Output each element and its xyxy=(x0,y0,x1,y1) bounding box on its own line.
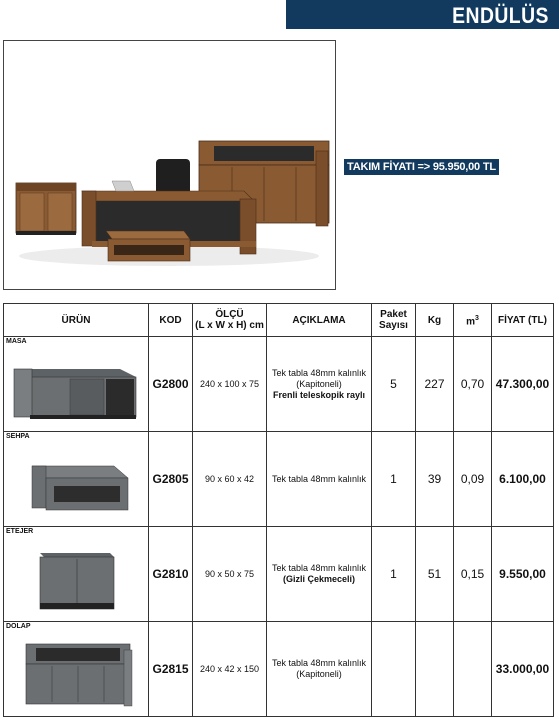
volume-m3: 0,09 xyxy=(454,432,492,527)
volume-m3 xyxy=(454,622,492,717)
product-cell xyxy=(4,527,149,622)
desk-image xyxy=(10,355,142,425)
weight-kg: 39 xyxy=(416,432,454,527)
col-m3-base: m xyxy=(466,316,475,328)
package-count xyxy=(372,622,416,717)
description-bold: (Gizli Çekmeceli) xyxy=(282,574,356,584)
product-size: 240 x 100 x 75 xyxy=(193,337,267,432)
col-size-line1: ÖLÇÜ xyxy=(215,309,244,320)
package-count: 1 xyxy=(372,527,416,622)
col-code: KOD xyxy=(149,304,193,337)
col-m3 xyxy=(454,304,492,337)
product-size: 90 x 60 x 42 xyxy=(193,432,267,527)
col-size xyxy=(193,304,267,337)
table-row xyxy=(4,432,554,527)
volume-m3: 0,15 xyxy=(454,527,492,622)
col-kg: Kg xyxy=(416,304,454,337)
product-description xyxy=(267,622,372,717)
package-count: 5 xyxy=(372,337,416,432)
cabinet-image xyxy=(10,545,142,615)
weight-kg: 227 xyxy=(416,337,454,432)
col-packages xyxy=(372,304,416,337)
table-row xyxy=(4,622,554,717)
product-price-table xyxy=(3,303,554,717)
product-size: 90 x 50 x 75 xyxy=(193,527,267,622)
price: 9.550,00 xyxy=(492,527,554,622)
product-size: 240 x 42 x 150 xyxy=(193,622,267,717)
product-code: G2815 xyxy=(149,622,193,717)
collection-title: ENDÜLÜS xyxy=(452,3,549,28)
description-bold: Frenli teleskopik raylı xyxy=(272,389,366,400)
coffee-table-image xyxy=(10,450,142,520)
product-description xyxy=(267,432,372,527)
office-set-illustration xyxy=(4,41,335,289)
description-text: Tek tabla 48mm kalınlık xyxy=(271,563,367,573)
col-packages-line1: Paket xyxy=(380,309,407,320)
product-description xyxy=(267,527,372,622)
description-text: Tek tabla 48mm kalınlık (Kapitoneli) xyxy=(271,658,367,679)
table-row xyxy=(4,337,554,432)
col-price: FİYAT (TL) xyxy=(492,304,554,337)
description-text: Tek tabla 48mm kalınlık xyxy=(271,473,367,484)
category-label: DOLAP xyxy=(6,623,31,630)
package-count: 1 xyxy=(372,432,416,527)
product-code: G2800 xyxy=(149,337,193,432)
category-label: MASA xyxy=(6,338,27,345)
category-label: SEHPA xyxy=(6,433,30,440)
price: 47.300,00 xyxy=(492,337,554,432)
product-cell xyxy=(4,622,149,717)
set-price-label: TAKIM FİYATI => 95.950,00 TL xyxy=(344,159,499,175)
product-code: G2805 xyxy=(149,432,193,527)
hero-set-image xyxy=(3,40,336,290)
product-description xyxy=(267,337,372,432)
col-description: AÇIKLAMA xyxy=(267,304,372,337)
description-text: Tek tabla 48mm kalınlık (Kapitoneli) xyxy=(271,367,367,389)
col-m3-sup: 3 xyxy=(475,314,479,322)
product-cell xyxy=(4,337,149,432)
product-code: G2810 xyxy=(149,527,193,622)
brand-title-bar xyxy=(286,0,559,29)
category-label: ETEJER xyxy=(6,528,34,535)
price: 6.100,00 xyxy=(492,432,554,527)
weight-kg xyxy=(416,622,454,717)
col-packages-line2: Sayısı xyxy=(379,320,408,331)
col-size-line2: (L x W x H) cm xyxy=(195,320,264,331)
table-header-row xyxy=(4,304,554,337)
volume-m3: 0,70 xyxy=(454,337,492,432)
col-product: ÜRÜN xyxy=(4,304,149,337)
price: 33.000,00 xyxy=(492,622,554,717)
weight-kg: 51 xyxy=(416,527,454,622)
table-row xyxy=(4,527,554,622)
product-cell xyxy=(4,432,149,527)
credenza-image xyxy=(10,640,142,710)
